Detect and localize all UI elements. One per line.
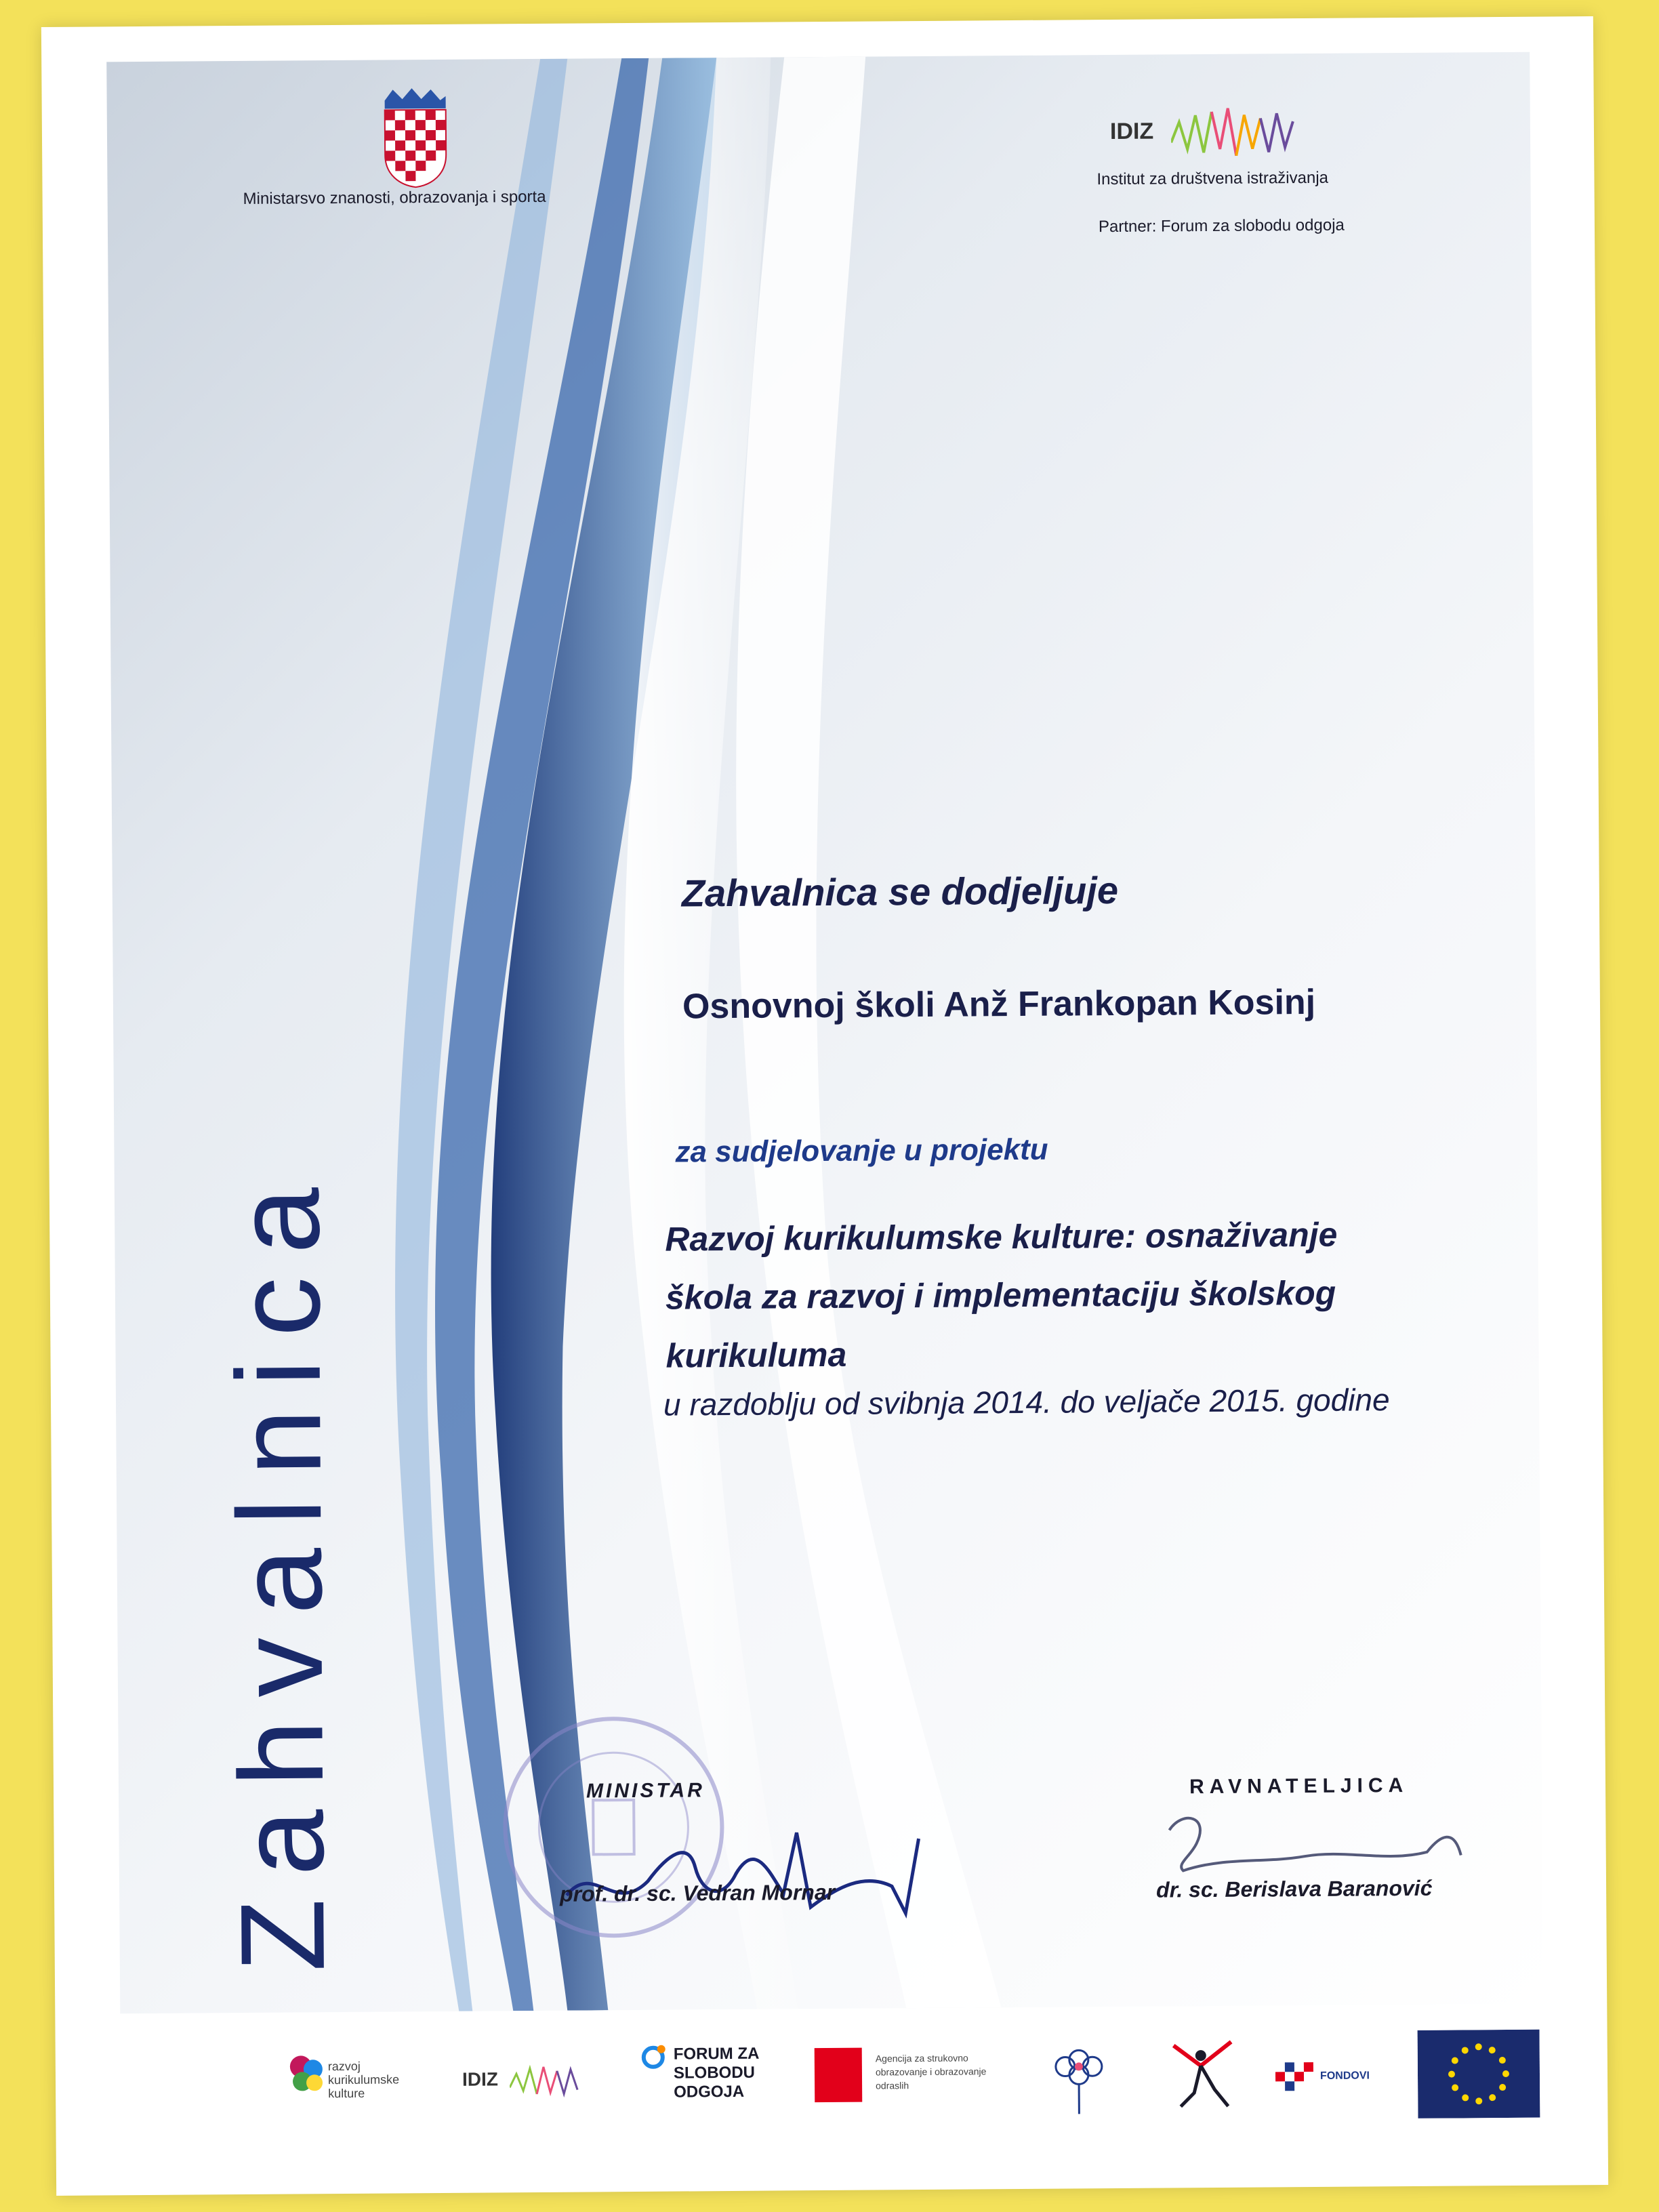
project-title-line-2: škola za razvoj i implementaciju školskog	[665, 1273, 1336, 1317]
asoo-text: Agencija za strukovno obrazovanje i obrazovanje odraslih	[875, 2052, 987, 2091]
fondovi-text: FONDOVI	[1319, 2070, 1370, 2082]
eu-funds-logo	[1275, 2051, 1391, 2106]
running-figure-icon	[1167, 2032, 1242, 2121]
recipient-school: Osnovnoj školi Anž Frankopan Kosinj	[682, 982, 1316, 1027]
minister-signature-icon	[552, 1778, 933, 1950]
awarded-heading: Zahvalnica se dodjeljuje	[681, 868, 1119, 915]
minister-name: prof. dr. sc. Vedran Mornar	[559, 1879, 836, 1906]
idiz-footer-waveform-icon	[510, 2060, 584, 2102]
running-figure-logo	[1167, 2032, 1242, 2121]
certificate-paper	[41, 16, 1608, 2196]
partner-logos-strip	[55, 1995, 1608, 2169]
idiz-logo	[1110, 94, 1314, 170]
forum-text-b: SLOBODU	[673, 2063, 756, 2083]
checkered-squares-icon	[1275, 2051, 1316, 2092]
idiz-logo-word: IDIZ	[1109, 118, 1154, 145]
decorative-panel	[106, 52, 1543, 2014]
project-title	[665, 1204, 1534, 1385]
project-title-line-3: kurikuluma	[665, 1335, 847, 1375]
idiz-subtitle: Institut za društvena istraživanja	[1097, 168, 1329, 189]
asoo-red-square-icon	[815, 2048, 863, 2102]
project-period: u razdoblju od svibnja 2014. do veljače 2015. godine	[663, 1382, 1390, 1422]
idiz-partner: Partner: Forum za slobodu odgoja	[1098, 216, 1345, 237]
flower-icon	[1045, 2032, 1120, 2121]
project-title-line-1: Razvoj kurikulumske kulture: osnaživanje	[665, 1215, 1338, 1258]
flower-project-logo	[1045, 2032, 1127, 2121]
forum-text-a: FORUM ZA	[673, 2044, 760, 2064]
director-title: RAVNATELJICA	[1189, 1774, 1409, 1799]
logo1-text: razvoj kurikulumske kulture	[327, 2059, 400, 2101]
forum-text-c: ODGOJA	[674, 2082, 745, 2102]
forum-ring-icon	[638, 2043, 668, 2072]
croatian-coat-of-arms-icon	[377, 87, 453, 189]
eu-flag-logo	[1418, 2030, 1540, 2118]
vertical-title: Zahvalnica	[211, 1164, 350, 1973]
participation-line: za sudjelovanje u projektu	[675, 1132, 1048, 1169]
idiz-waveform-icon	[1171, 101, 1307, 163]
kurikulumska-kultura-logo	[286, 2051, 422, 2112]
director-name: dr. sc. Berislava Baranović	[1155, 1875, 1433, 1902]
ministry-label: Ministarsvo znanosti, obrazovanja i sporta	[243, 187, 546, 208]
minister-title: MINISTAR	[586, 1779, 705, 1803]
eu-flag-icon	[1418, 2030, 1540, 2118]
idiz-footer-logo	[462, 2060, 598, 2101]
colored-circles-icon	[286, 2051, 327, 2099]
forum-za-slobodu-odgoja-logo	[638, 2041, 781, 2116]
asoo-agency-logo	[815, 2047, 998, 2109]
idiz-footer-word: IDIZ	[462, 2068, 499, 2090]
